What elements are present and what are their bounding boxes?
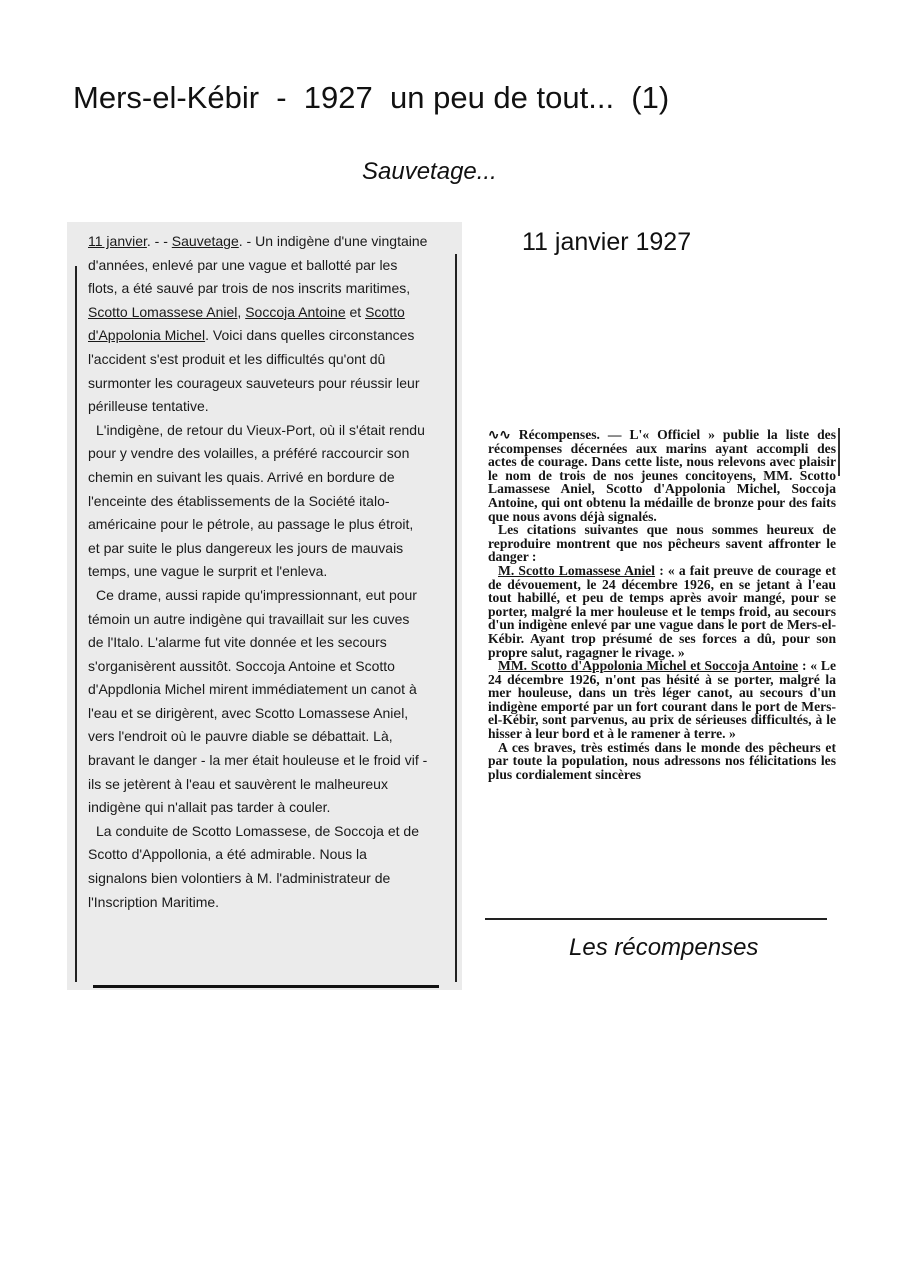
article-topic: Sauvetage [171, 233, 239, 249]
clipping-paragraph-5: A ces braves, très estimés dans le monde des pêcheurs et par toute la population, nous adressons nos félicitations les plus cordialement sincères [488, 739, 836, 782]
article-text-b: . Voici dans quelles circonstances l'accident s'est produit et les difficultés qu'ont dû surmonter les courageux sauveteurs pour réussir leur périlleuse tentative. [88, 327, 420, 415]
left-column-rule [75, 266, 77, 982]
clipping-paragraph-3 [488, 564, 836, 659]
article-paragraph-4: La conduite de Scotto Lomassese, de Soccoja et de Scotto d'Appollonia, a été admirable. Nous la signalons bien volontiers à M. l'administrateur de l'Inscription Maritime. [88, 822, 419, 910]
clipping-paragraph-2: Les citations suivantes que nous sommes heureux de reproduire montrent que nos pêcheurs savent affronter le danger : [488, 522, 836, 565]
article-box [67, 222, 462, 990]
article-text-a: . - Un indigène d'une vingtaine d'années, enlevé par une vague et ballotté par les flots, a été sauvé par trois de nos inscrits maritimes, [88, 233, 428, 297]
article-bottom-rule [93, 985, 439, 988]
article-text [88, 230, 428, 914]
article-date: 11 janvier [88, 233, 147, 249]
article-and: et [345, 303, 366, 320]
section-heading: Sauvetage... [362, 158, 497, 185]
newspaper-clipping [484, 428, 840, 912]
page-title: Mers-el-Kébir - 1927 un peu de tout... (1) [73, 80, 670, 115]
article-comma: , [237, 303, 246, 320]
date-heading: 11 janvier 1927 [522, 228, 692, 256]
clipping-bottom-rule [485, 918, 827, 920]
rescuer-name-3: Scotto d'Appolonia Michel [88, 303, 405, 344]
clipping-column-rule [838, 428, 840, 476]
rescuer-name-2: Soccoja Antoine [245, 303, 346, 320]
article-paragraph-3: Ce drame, aussi rapide qu'impressionnant, eut pour témoin un autre indigène qui travaillait sur les cuves de l'Italo. L'alarme fut vite donnée et les secours s'organisèrent aussitôt. Soccoja Antoine et Scotto d'Appdlonia Michel mirent immédiatement un canot à l'eau et se dirigèrent, avec Scotto Lomassese Aniel, vers l'endroit où le pauvre diable se débattait. Là, bravant le danger - la mer était houleuse et le froid vif - ils se jetèrent à l'eau et sauvèrent le malheureux indigène qui n'allait pas tarder à couler. [88, 586, 428, 816]
citation-name-2: MM. Scotto d'Appolonia Michel et Soccoja Antoine [498, 658, 799, 674]
citation-text-2: : « Le 24 décembre 1926, n'ont pas hésité à se porter, malgré la mer houleuse, dans un très léger canot, au secours d'un indigène emporté par un fort courant dans le port de Mers-el-Kébir, sont parvenus, au prix de sérieuses difficultés, à le hisser à leur bord et à le ramener à terre. » [488, 658, 836, 742]
citation-name-1: M. Scotto Lomassese Aniel [498, 562, 656, 578]
article-paragraph-2: L'indigène, de retour du Vieux-Port, où il s'était rendu pour y vendre des volailles, a préféré raccourcir son chemin en suivant les quais. Arrivé en bordure de l'enceinte des établissements de la Société italo-américaine pour le pétrole, au passage le plus étroit, et par suite le plus dangereux les jours de mauvais temps, une vague le surprit et l'enleva. [88, 421, 425, 580]
right-column-rule [455, 254, 457, 982]
clipping-paragraph-4 [488, 659, 836, 741]
clipping-text [488, 428, 836, 781]
citation-text-1: : « a fait preuve de courage et de dévouement, le 24 décembre 1926, en se jetant à l'eau tout habillé, et peu de temps après avoir mangé, pour se porter, malgré la mer houleuse et le temps froid, au secours d'un indigène enlevé par une vague dans le port de Mers-el-Kébir. Ayant trop présumé de ses forces a dû, pour son propre salut, ragagner le rivage. » [488, 562, 836, 660]
article-separator: . - - [146, 233, 172, 249]
rescuer-name-1: Scotto Lomassese Aniel [88, 303, 238, 320]
clipping-caption: Les récompenses [569, 934, 759, 961]
clipping-paragraph-1: ∿∿ Récompenses. — L'« Officiel » publie la liste des récompenses décernées aux marins ayant accompli des actes de courage. Dans cette liste, nous relevons avec plaisir le nom de trois de nos jeunes concitoyens, MM. Scotto Lamassese Aniel, Scotto d'Appolonia Michel, Soccoja Antoine, qui ont obtenu la médaille de bronze pour des faits que nous avons déjà signalés. [488, 428, 836, 524]
article-paragraph-1 [88, 230, 428, 419]
